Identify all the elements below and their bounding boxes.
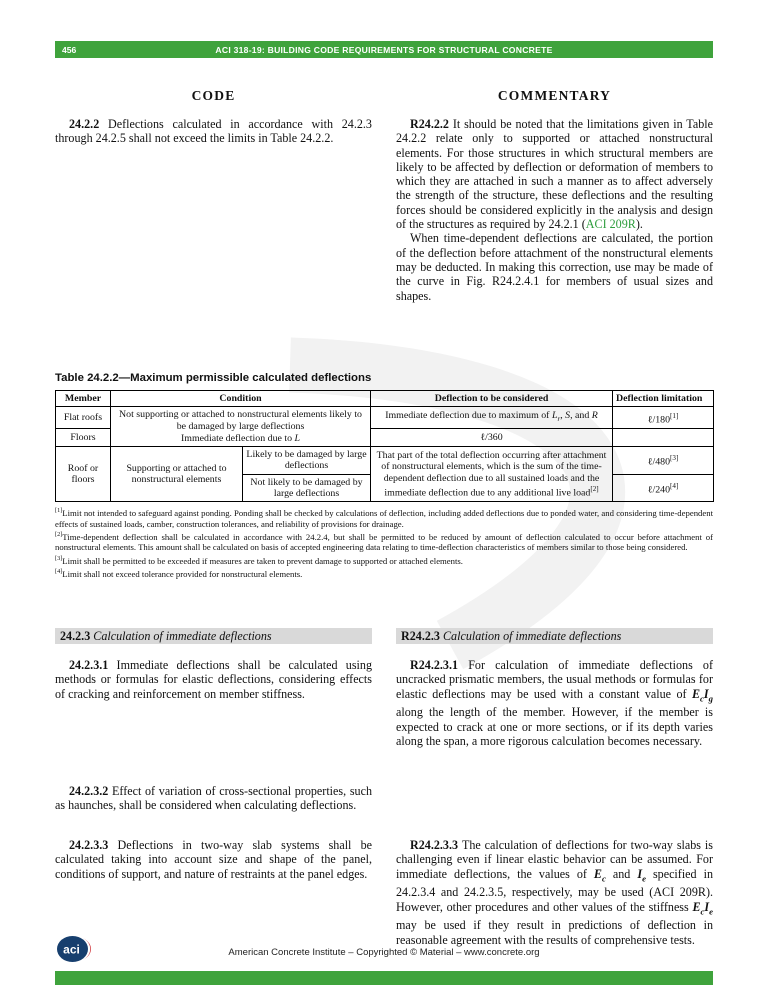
commentary-heading: COMMENTARY — [497, 88, 612, 103]
section-heading-r24-2-3 — [396, 628, 713, 644]
text-run: E — [692, 899, 701, 914]
page-number: 456 — [62, 44, 77, 55]
text-run: g — [708, 693, 713, 703]
text-run: Immediate deflections shall be calculated using methods or formulas for elastic deflections, considering effects of cracking and reinforcement on member stiffness. — [55, 658, 372, 701]
table-footnotes — [55, 506, 713, 579]
text-run: r — [557, 415, 561, 424]
aci-logo-text: aci — [63, 942, 80, 957]
text-run: along the length of the member. However, if the member is expected to crack at one or more sections, or if its depth varies along the span, a more rigorous calculation becomes necessary. — [396, 705, 713, 748]
text-run: Time-dependent deflection shall be calculated in accordance with 24.2.4, but shall be permitted to be reduced by amount of deflection calculated to occur before attachment of nonstructural elements. This amount shall be calculated on basis of accepted engineering data relating to time-deflection characteristics of members similar to those being considered. — [55, 531, 713, 553]
condition-not-supporting-text: Not supporting or attached to nonstructural elements likely to be damaged by large deflections — [119, 409, 362, 432]
text-run: R24.2.2 — [410, 117, 453, 131]
col-header-limitation: Deflection limitation — [613, 391, 714, 407]
text-run: Limit not intended to safeguard against ponding. Ponding shall be checked by calculations of deflection, including added deflections due to ponded water, and considering time-dependent effects of sustained loads, camber, construction tolerances, and reliability of provisions for drainage. — [55, 508, 713, 529]
table-row-roof-or-floors-likely — [56, 447, 714, 475]
paragraph-r24-2-2-continued — [396, 231, 713, 302]
text-run: Immediate deflection due to — [180, 432, 295, 444]
text-run: 24.2.3 — [60, 629, 91, 643]
paragraph-24-2-3-2 — [55, 784, 372, 813]
paragraph-r24-2-2 — [396, 117, 713, 231]
cell-condition-supporting: Supporting or attached to nonstructural elements — [111, 447, 243, 502]
col-header-condition: Condition — [111, 391, 371, 407]
cell-member-flat-roofs: Flat roofs — [56, 407, 111, 429]
cell-deflection-360 — [371, 429, 613, 447]
section-24-2-3-area — [55, 625, 713, 957]
cell-limit-empty — [613, 429, 714, 447]
text-run: ). — [635, 217, 643, 232]
text-run: , and — [570, 410, 592, 422]
text-run: Limit shall not exceed tolerance provided for nonstructural elements. — [62, 568, 303, 579]
text-run: L — [551, 410, 558, 422]
text-run: may be used if they result in predictions of deflection in reasonable agreement with the results of comprehensive tests. — [396, 918, 713, 947]
col-header-deflection: Deflection to be considered — [371, 391, 613, 407]
text-run: That part of the total deflection occurring after attachment of nonstructural elements, which is the sum of the time-dependent deflection due to all sustained loads and the immediate deflection due to any additional live load — [376, 450, 607, 499]
text-run: 24.2.3.3 — [69, 838, 118, 852]
commentary-column — [396, 88, 713, 303]
cell-condition-not-likely-damaged: Not likely to be damaged by large deflections — [243, 474, 371, 502]
condition-immediate-deflection-L — [114, 433, 367, 444]
text-run: c — [700, 693, 704, 703]
footnote-4 — [55, 567, 713, 579]
text-run: c — [601, 873, 606, 883]
table-title: Table 24.2.2—Maximum permissible calculated deflections — [55, 372, 372, 384]
footer-text: American Concrete Institute – Copyrighted © Material – www.concrete.org — [228, 947, 540, 958]
text-run: [2] — [55, 531, 63, 539]
text-run: R24.2.3 — [401, 629, 440, 643]
text-run: c — [700, 906, 705, 916]
col-header-member: Member — [56, 391, 111, 407]
bottom-green-bar — [55, 971, 713, 985]
cell-limit-180 — [613, 407, 714, 429]
text-run: R — [591, 410, 598, 422]
text-run: [4] — [55, 568, 63, 576]
table-24-2-2-block — [55, 372, 713, 579]
text-run: [4] — [670, 481, 679, 490]
text-run: The calculation of deflections for two-way slabs is challenging even if linear elastic behavior can be assumed. For immediate deflections, the values of — [396, 838, 713, 881]
text-run: ℓ/480 — [647, 456, 671, 468]
text-run: Effect of variation of cross-sectional properties, such as haunches, shall be considered when calculating deflections. — [55, 784, 372, 813]
text-run: ℓ/180 — [647, 413, 671, 425]
cell-deflection-that-part — [371, 447, 613, 502]
text-run: 24.2.2 — [69, 117, 108, 131]
cell-limit-480 — [613, 447, 714, 475]
text-run: It should be noted that the limitations given in Table 24.2.2 relate only to supported or attached nonstructural elements. For those structures in which structural members are likely to be affected by deflection or deformation of members to which they are attached in such a manner as to affect adversely the strength of the structure, these deflections and the resulting forces should be considered explicitly in the analysis and design of the structures as required by 24.2.1 ( — [396, 117, 713, 232]
text-run: Limit shall be permitted to be exceeded if measures are taken to prevent damage to supported or attached elements. — [62, 555, 463, 566]
text-run: [3] — [670, 454, 679, 463]
text-run: specified in 24.2.3.4 and 24.2.3.5, respectively, may be used (ACI 209R). However, other procedures and other values of the stiffness — [396, 866, 714, 914]
deflection-table — [55, 390, 714, 502]
text-run: ℓ/240 — [647, 484, 671, 496]
footnote-1 — [55, 506, 713, 529]
cell-condition-likely-damaged: Likely to be damaged by large deflections — [243, 447, 371, 475]
text-run: When time-dependent deflections are calculated, the portion of the deflection before attachment of the nonstructural elements may be deducted. In making this correction, use may be made of the curve in Fig. R24.2.4.1 for members of usual sizes and shapes. — [396, 231, 713, 303]
text-run: Deflections in two-way slab systems shall be calculated taking into account size and shape of the panel, conditions of support, and nature of restraints at the panel edges. — [55, 838, 373, 881]
text-run: L — [294, 432, 301, 444]
aci-209r-link[interactable]: ACI 209R — [585, 217, 636, 232]
cell-member-roof-or-floors: Roof or floors — [56, 447, 111, 502]
cell-condition-not-supporting — [111, 407, 371, 447]
code-heading: CODE — [191, 88, 236, 103]
footnote-2 — [55, 530, 713, 553]
paragraph-24-2-3-3 — [55, 838, 372, 881]
footnote-3 — [55, 554, 713, 566]
text-run: R24.2.3.1 — [410, 658, 469, 672]
paragraph-24-2-3-1 — [55, 658, 372, 701]
text-run: [1] — [55, 507, 63, 515]
header-title: ACI 318-19: BUILDING CODE REQUIREMENTS FOR STRUCTURAL CONCRETE — [215, 44, 553, 55]
text-run: I — [637, 866, 643, 881]
text-run: E — [691, 686, 701, 701]
cell-limit-240 — [613, 474, 714, 502]
text-run: [3] — [55, 554, 63, 562]
paragraph-24-2-2 — [55, 117, 372, 146]
text-run: I — [703, 686, 709, 701]
text-run: Deflections calculated in accordance with 24.2.3 through 24.2.5 shall not exceed the limits in Table 24.2.2. — [55, 117, 372, 146]
section-heading-24-2-3 — [55, 628, 372, 644]
page-header-bar — [55, 41, 713, 58]
cell-deflection-immediate-max — [371, 407, 613, 429]
table-header-row — [56, 391, 714, 407]
text-run: 24.2.3.2 — [69, 784, 112, 798]
text-run: 24.2.3.1 — [69, 658, 117, 672]
code-column — [55, 88, 372, 303]
text-run: S — [565, 410, 571, 422]
text-run: R24.2.3.3 — [410, 838, 462, 852]
text-run: , — [560, 410, 566, 422]
text-run: [2] — [590, 484, 599, 493]
code-commentary-columns — [55, 88, 713, 303]
text-run: Calculation of immediate deflections — [90, 629, 272, 643]
text-run: ℓ/360 — [480, 432, 503, 444]
cell-member-floors: Floors — [56, 429, 111, 447]
text-run: E — [593, 866, 602, 881]
text-run: e — [709, 906, 713, 916]
table-row-flat-roofs — [56, 407, 714, 429]
text-run: [1] — [670, 411, 679, 420]
text-run: I — [704, 899, 710, 914]
text-run: Immediate deflection due to maximum of — [385, 410, 552, 422]
paragraph-r24-2-3-3 — [396, 838, 713, 947]
text-run: Calculation of immediate deflections — [439, 629, 622, 643]
paragraph-r24-2-3-1 — [396, 658, 713, 748]
text-run: For calculation of immediate deflections of uncracked prismatic members, the usual methods or formulas for elastic deflections may be used with a constant value of — [396, 658, 713, 701]
text-run: e — [642, 873, 646, 883]
text-run: and — [605, 866, 638, 881]
